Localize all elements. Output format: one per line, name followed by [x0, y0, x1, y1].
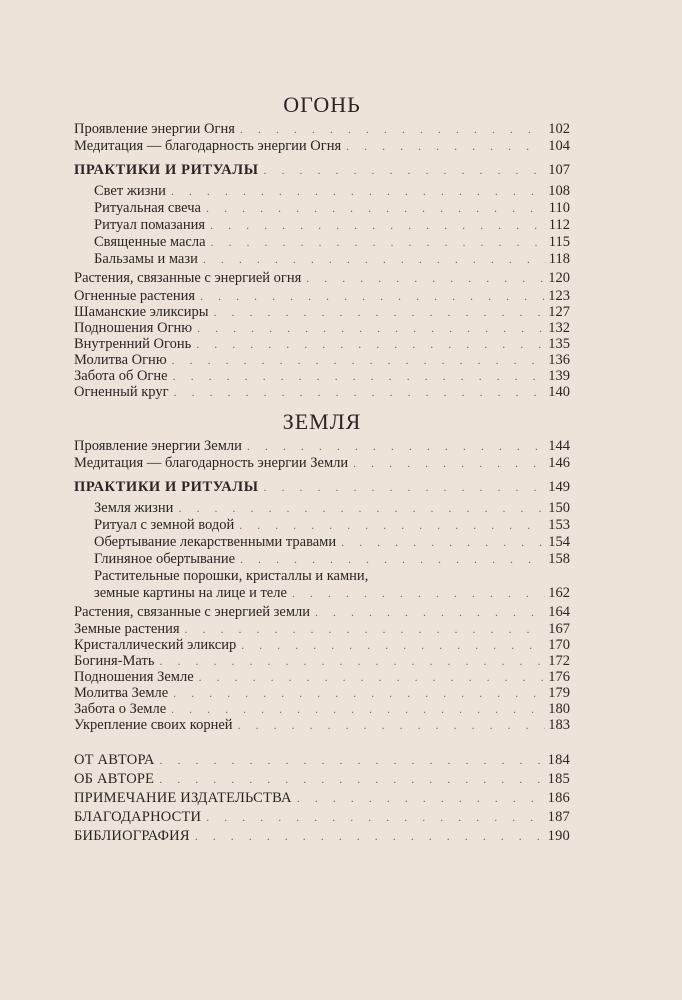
toc-backmatter-entry[interactable] — [74, 771, 570, 787]
leader-dots — [306, 270, 545, 286]
toc-entry-label: Огненный круг — [74, 384, 169, 400]
toc-entry[interactable] — [74, 121, 570, 137]
toc-entry[interactable] — [74, 637, 570, 653]
toc-entry-page: 108 — [548, 183, 570, 199]
toc-entry[interactable] — [74, 604, 570, 620]
leader-dots — [241, 637, 545, 653]
toc-entry-label: Подношения Земле — [74, 669, 194, 685]
leader-dots — [238, 717, 546, 733]
toc-entry-page: 180 — [548, 701, 570, 717]
toc-entry-label: Проявление энергии Огня — [74, 121, 235, 137]
toc-entry-page: 164 — [548, 604, 570, 620]
leader-dots — [341, 534, 545, 550]
toc-entry-label: Глиняное обертывание — [94, 551, 236, 567]
toc-entry-page: 154 — [548, 534, 570, 550]
toc-entry[interactable] — [74, 455, 570, 471]
leader-dots — [206, 200, 546, 216]
toc-subentry[interactable] — [94, 200, 570, 216]
toc-heading-practices[interactable] — [74, 162, 570, 178]
toc-entry[interactable] — [74, 368, 570, 384]
toc-subentry[interactable] — [94, 500, 570, 516]
toc-entry[interactable] — [74, 384, 570, 400]
toc-entry-label: Внутренний Огонь — [74, 336, 192, 352]
toc-entry-page: 149 — [548, 479, 570, 495]
leader-dots — [171, 183, 545, 199]
toc-entry-page: 118 — [548, 251, 570, 267]
leader-dots — [200, 288, 545, 304]
toc-entry-page: 132 — [548, 320, 570, 336]
leader-dots — [197, 320, 545, 336]
leader-dots — [239, 517, 545, 533]
leader-dots — [315, 604, 545, 620]
leader-dots — [264, 479, 546, 495]
toc-backmatter-entry[interactable] — [74, 790, 570, 806]
toc-entry-label: Ритуал с земной водой — [94, 517, 235, 533]
toc-entry-label: ОТ АВТОРА — [74, 752, 155, 768]
toc-entry[interactable] — [74, 717, 570, 733]
leader-dots — [203, 251, 546, 267]
toc-entry[interactable] — [74, 438, 570, 454]
toc-heading-practices[interactable] — [74, 479, 570, 495]
leader-dots — [174, 384, 546, 400]
toc-subentry-line1[interactable]: Растительные порошки, кристаллы и камни, — [94, 568, 369, 584]
toc-subentry[interactable] — [94, 585, 570, 601]
toc-entry-page: 140 — [548, 384, 570, 400]
toc-entry-page: 139 — [548, 368, 570, 384]
leader-dots — [346, 138, 545, 154]
leader-dots — [206, 809, 544, 825]
toc-entry-page: 102 — [548, 121, 570, 137]
toc-entry-page: 110 — [548, 200, 570, 216]
toc-entry-label: Обертывание лекарственными травами — [94, 534, 337, 550]
toc-entry-label: Ритуальная свеча — [94, 200, 201, 216]
leader-dots — [297, 790, 545, 806]
leader-dots — [159, 771, 544, 787]
leader-dots — [240, 551, 545, 567]
toc-entry-page: 167 — [548, 621, 570, 637]
toc-entry-page: 172 — [548, 653, 570, 669]
toc-entry[interactable] — [74, 669, 570, 685]
toc-backmatter-entry[interactable] — [74, 809, 570, 825]
toc-entry-label: земные картины на лице и теле — [94, 585, 287, 601]
leader-dots — [195, 828, 545, 844]
toc-entry-label: Медитация — благодарность энергии Земли — [74, 455, 349, 471]
toc-entry-label: Укрепление своих корней — [74, 717, 233, 733]
toc-entry[interactable] — [74, 653, 570, 669]
toc-entry-page: 153 — [548, 517, 570, 533]
toc-entry[interactable] — [74, 621, 570, 637]
toc-entry-label: Проявление энергии Земли — [74, 438, 242, 454]
toc-entry-page: 146 — [548, 455, 570, 471]
leader-dots — [172, 352, 546, 368]
toc-entry[interactable] — [74, 138, 570, 154]
toc-entry[interactable] — [74, 685, 570, 701]
leader-dots — [171, 701, 545, 717]
toc-subentry[interactable] — [94, 551, 570, 567]
toc-entry-label: Ритуал помазания — [94, 217, 206, 233]
toc-entry-page: 127 — [548, 304, 570, 320]
toc-subentry[interactable] — [94, 234, 570, 250]
toc-entry-label: Молитва Земле — [74, 685, 169, 701]
toc-entry[interactable] — [74, 304, 570, 320]
leader-dots — [292, 585, 545, 601]
toc-entry-label: Бальзамы и мази — [94, 251, 198, 267]
toc-entry-label: Земля жизни — [94, 500, 174, 516]
toc-entry[interactable] — [74, 336, 570, 352]
toc-entry-label: ПРИМЕЧАНИЕ ИЗДАТЕЛЬСТВА — [74, 790, 292, 806]
toc-entry-label: Священные масла — [94, 234, 206, 250]
toc-subentry[interactable] — [94, 217, 570, 233]
toc-entry-page: 135 — [548, 336, 570, 352]
toc-entry-label: Кристаллический эликсир — [74, 637, 237, 653]
toc-entry-label: Земные растения — [74, 621, 180, 637]
toc-subentry[interactable] — [94, 517, 570, 533]
toc-entry-page: 112 — [548, 217, 570, 233]
toc-backmatter-entry[interactable] — [74, 752, 570, 768]
leader-dots — [353, 455, 545, 471]
toc-entry-page: 107 — [548, 162, 570, 178]
toc-entry-label: Богиня-Мать — [74, 653, 155, 669]
toc-entry-page: 183 — [548, 717, 570, 733]
leader-dots — [247, 438, 545, 454]
toc-entry-label: ПРАКТИКИ И РИТУАЛЫ — [74, 162, 259, 178]
toc-entry-label: Забота об Огне — [74, 368, 168, 384]
toc-entry-label: БЛАГОДАРНОСТИ — [74, 809, 202, 825]
toc-entry-page: 150 — [548, 500, 570, 516]
leader-dots — [185, 621, 546, 637]
toc-entry-label: Растения, связанные с энергией земли — [74, 604, 310, 620]
section-title-fire: ОГОНЬ — [283, 92, 361, 117]
toc-subentry[interactable] — [94, 251, 570, 267]
leader-dots — [196, 336, 545, 352]
toc-entry-page: 136 — [548, 352, 570, 368]
leader-dots — [199, 669, 546, 685]
leader-dots — [240, 121, 545, 137]
toc-entry-page: 144 — [548, 438, 570, 454]
toc-entry-label: Молитва Огню — [74, 352, 167, 368]
toc-subentry[interactable] — [94, 534, 570, 550]
toc-entry-label: Огненные растения — [74, 288, 196, 304]
leader-dots — [264, 162, 546, 178]
toc-entry-label: Забота о Земле — [74, 701, 167, 717]
toc-entry-label: Подношения Огню — [74, 320, 193, 336]
toc-entry-label: Свет жизни — [94, 183, 166, 199]
toc-entry-page: 123 — [548, 288, 570, 304]
toc-entry-label: Медитация — благодарность энергии Огня — [74, 138, 342, 154]
toc-entry-label: Растения, связанные с энергией огня — [74, 270, 302, 286]
leader-dots — [159, 653, 545, 669]
leader-dots — [173, 368, 546, 384]
toc-entry-page: 190 — [547, 828, 570, 844]
toc-entry-page: 185 — [547, 771, 570, 787]
toc-entry[interactable] — [74, 352, 570, 368]
toc-entry-page: 158 — [548, 551, 570, 567]
toc-entry-label: БИБЛИОГРАФИЯ — [74, 828, 190, 844]
toc-entry-page: 120 — [548, 270, 570, 286]
toc-entry[interactable] — [74, 288, 570, 304]
toc-entry-page: 176 — [548, 669, 570, 685]
toc-entry-page: 115 — [548, 234, 570, 250]
toc-backmatter-entry[interactable] — [74, 828, 570, 844]
toc-entry-label: ПРАКТИКИ И РИТУАЛЫ — [74, 479, 259, 495]
toc-entry-page: 184 — [547, 752, 570, 768]
toc-entry-page: 186 — [547, 790, 570, 806]
toc-entry[interactable] — [74, 320, 570, 336]
toc-entry[interactable] — [74, 701, 570, 717]
toc-entry-label: ОБ АВТОРЕ — [74, 771, 155, 787]
leader-dots — [211, 234, 546, 250]
leader-dots — [210, 217, 546, 233]
toc-entry-page: 170 — [548, 637, 570, 653]
toc-entry-page: 104 — [548, 138, 570, 154]
section-title-earth: ЗЕМЛЯ — [282, 409, 362, 434]
toc-entry-label: Шаманские эликсиры — [74, 304, 209, 320]
toc-entry[interactable] — [74, 270, 570, 286]
toc-entry-page: 187 — [547, 809, 570, 825]
toc-subentry[interactable] — [94, 183, 570, 199]
leader-dots — [213, 304, 545, 320]
leader-dots — [178, 500, 545, 516]
toc-entry-page: 162 — [548, 585, 570, 601]
leader-dots — [173, 685, 545, 701]
toc-entry-page: 179 — [548, 685, 570, 701]
leader-dots — [160, 752, 545, 768]
